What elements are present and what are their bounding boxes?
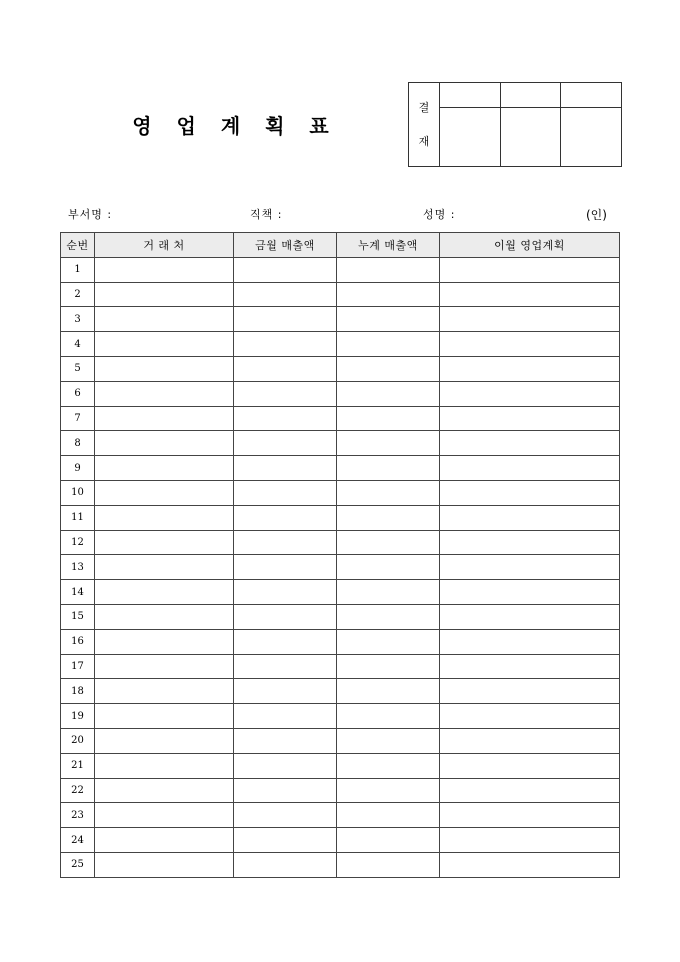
next-plan-cell[interactable]: [440, 431, 620, 456]
cumulative-sales-cell[interactable]: [337, 753, 440, 778]
row-number: 14: [61, 580, 95, 605]
row-number: 25: [61, 852, 95, 877]
monthly-sales-cell[interactable]: [234, 629, 337, 654]
row-number: 11: [61, 505, 95, 530]
header-monthly-sales: 금월 매출액: [234, 233, 337, 258]
seal-label: (인): [586, 208, 607, 222]
next-plan-cell[interactable]: [440, 356, 620, 381]
table-row: [61, 753, 620, 778]
approval-sign-cell[interactable]: [440, 108, 501, 167]
client-cell[interactable]: [95, 803, 234, 828]
row-number: 19: [61, 704, 95, 729]
header-client: 거 래 처: [95, 233, 234, 258]
cumulative-sales-cell[interactable]: [337, 257, 440, 282]
table-row: [61, 307, 620, 332]
header-number: 순번: [61, 233, 95, 258]
table-row: [61, 282, 620, 307]
monthly-sales-cell[interactable]: [234, 828, 337, 853]
monthly-sales-cell[interactable]: [234, 852, 337, 877]
sales-plan-table: [60, 232, 620, 878]
client-cell[interactable]: [95, 679, 234, 704]
table-row: [61, 480, 620, 505]
client-cell[interactable]: [95, 431, 234, 456]
client-cell[interactable]: [95, 580, 234, 605]
row-number: 12: [61, 530, 95, 555]
row-number: 20: [61, 728, 95, 753]
cumulative-sales-cell[interactable]: [337, 629, 440, 654]
monthly-sales-cell[interactable]: [234, 381, 337, 406]
table-row: [61, 778, 620, 803]
next-plan-cell[interactable]: [440, 505, 620, 530]
approval-header-cell[interactable]: [440, 83, 501, 108]
department-label: 부서명 :: [68, 208, 113, 221]
cumulative-sales-cell[interactable]: [337, 778, 440, 803]
cumulative-sales-cell[interactable]: [337, 505, 440, 530]
next-plan-cell[interactable]: [440, 580, 620, 605]
table-row: [61, 505, 620, 530]
row-number: 10: [61, 480, 95, 505]
monthly-sales-cell[interactable]: [234, 654, 337, 679]
next-plan-cell[interactable]: [440, 480, 620, 505]
table-row: [61, 704, 620, 729]
cumulative-sales-cell[interactable]: [337, 654, 440, 679]
row-number: 24: [61, 828, 95, 853]
monthly-sales-cell[interactable]: [234, 704, 337, 729]
table-row: [61, 530, 620, 555]
monthly-sales-cell[interactable]: [234, 356, 337, 381]
monthly-sales-cell[interactable]: [234, 456, 337, 481]
row-number: 21: [61, 753, 95, 778]
next-plan-cell[interactable]: [440, 604, 620, 629]
monthly-sales-cell[interactable]: [234, 555, 337, 580]
row-number: 18: [61, 679, 95, 704]
cumulative-sales-cell[interactable]: [337, 728, 440, 753]
client-cell[interactable]: [95, 753, 234, 778]
table-row: [61, 654, 620, 679]
client-cell[interactable]: [95, 456, 234, 481]
cumulative-sales-cell[interactable]: [337, 679, 440, 704]
cumulative-sales-cell[interactable]: [337, 530, 440, 555]
monthly-sales-cell[interactable]: [234, 480, 337, 505]
row-number: 22: [61, 778, 95, 803]
approval-header-cell[interactable]: [561, 83, 622, 108]
cumulative-sales-cell[interactable]: [337, 828, 440, 853]
row-number: 9: [61, 456, 95, 481]
cumulative-sales-cell[interactable]: [337, 803, 440, 828]
next-plan-cell[interactable]: [440, 828, 620, 853]
header-cumulative-sales: 누계 매출액: [337, 233, 440, 258]
client-cell[interactable]: [95, 356, 234, 381]
approval-box: [408, 82, 622, 167]
client-cell[interactable]: [95, 704, 234, 729]
cumulative-sales-cell[interactable]: [337, 282, 440, 307]
table-row: [61, 456, 620, 481]
row-number: 7: [61, 406, 95, 431]
cumulative-sales-cell[interactable]: [337, 580, 440, 605]
next-plan-cell[interactable]: [440, 406, 620, 431]
monthly-sales-cell[interactable]: [234, 728, 337, 753]
row-number: 16: [61, 629, 95, 654]
page-title: 영 업 계 획 표: [132, 114, 338, 138]
client-cell[interactable]: [95, 406, 234, 431]
cumulative-sales-cell[interactable]: [337, 480, 440, 505]
next-plan-cell[interactable]: [440, 629, 620, 654]
table-row: [61, 852, 620, 877]
row-number: 13: [61, 555, 95, 580]
monthly-sales-cell[interactable]: [234, 406, 337, 431]
monthly-sales-cell[interactable]: [234, 753, 337, 778]
monthly-sales-cell[interactable]: [234, 282, 337, 307]
table-row: [61, 431, 620, 456]
client-cell[interactable]: [95, 505, 234, 530]
cumulative-sales-cell[interactable]: [337, 704, 440, 729]
next-plan-cell[interactable]: [440, 704, 620, 729]
approval-sign-cell[interactable]: [500, 108, 561, 167]
table-row: [61, 679, 620, 704]
next-plan-cell[interactable]: [440, 679, 620, 704]
approval-label-1: 결: [418, 100, 430, 114]
cumulative-sales-cell[interactable]: [337, 356, 440, 381]
client-cell[interactable]: [95, 530, 234, 555]
monthly-sales-cell[interactable]: [234, 580, 337, 605]
approval-label: [409, 83, 440, 167]
next-plan-cell[interactable]: [440, 803, 620, 828]
monthly-sales-cell[interactable]: [234, 604, 337, 629]
cumulative-sales-cell[interactable]: [337, 555, 440, 580]
table-row: [61, 332, 620, 357]
client-cell[interactable]: [95, 381, 234, 406]
client-cell[interactable]: [95, 332, 234, 357]
monthly-sales-cell[interactable]: [234, 803, 337, 828]
cumulative-sales-cell[interactable]: [337, 307, 440, 332]
position-label: 직책 :: [250, 208, 283, 221]
cumulative-sales-cell[interactable]: [337, 431, 440, 456]
table-header-row: [61, 233, 620, 258]
client-cell[interactable]: [95, 828, 234, 853]
client-cell[interactable]: [95, 282, 234, 307]
table-row: [61, 604, 620, 629]
monthly-sales-cell[interactable]: [234, 257, 337, 282]
cumulative-sales-cell[interactable]: [337, 332, 440, 357]
client-cell[interactable]: [95, 629, 234, 654]
table-row: [61, 555, 620, 580]
row-number: 5: [61, 356, 95, 381]
table-row: [61, 406, 620, 431]
name-label: 성명 :: [423, 208, 456, 221]
client-cell[interactable]: [95, 307, 234, 332]
next-plan-cell[interactable]: [440, 753, 620, 778]
monthly-sales-cell[interactable]: [234, 307, 337, 332]
cumulative-sales-cell[interactable]: [337, 406, 440, 431]
row-number: 15: [61, 604, 95, 629]
table-row: [61, 828, 620, 853]
client-cell[interactable]: [95, 778, 234, 803]
next-plan-cell[interactable]: [440, 257, 620, 282]
monthly-sales-cell[interactable]: [234, 332, 337, 357]
row-number: 6: [61, 381, 95, 406]
table-row: [61, 356, 620, 381]
monthly-sales-cell[interactable]: [234, 505, 337, 530]
next-plan-cell[interactable]: [440, 778, 620, 803]
client-cell[interactable]: [95, 555, 234, 580]
header-next-plan: 이월 영업계획: [440, 233, 620, 258]
next-plan-cell[interactable]: [440, 530, 620, 555]
client-cell[interactable]: [95, 257, 234, 282]
table-row: [61, 580, 620, 605]
cumulative-sales-cell[interactable]: [337, 852, 440, 877]
next-plan-cell[interactable]: [440, 728, 620, 753]
approval-label-2: 재: [418, 134, 430, 148]
row-number: 3: [61, 307, 95, 332]
monthly-sales-cell[interactable]: [234, 778, 337, 803]
approval-header-cell[interactable]: [500, 83, 561, 108]
row-number: 1: [61, 257, 95, 282]
client-cell[interactable]: [95, 480, 234, 505]
cumulative-sales-cell[interactable]: [337, 456, 440, 481]
client-cell[interactable]: [95, 728, 234, 753]
approval-sign-cell[interactable]: [561, 108, 622, 167]
row-number: 4: [61, 332, 95, 357]
client-cell[interactable]: [95, 852, 234, 877]
table-row: [61, 803, 620, 828]
client-cell[interactable]: [95, 604, 234, 629]
row-number: 23: [61, 803, 95, 828]
next-plan-cell[interactable]: [440, 654, 620, 679]
next-plan-cell[interactable]: [440, 381, 620, 406]
next-plan-cell[interactable]: [440, 555, 620, 580]
next-plan-cell[interactable]: [440, 852, 620, 877]
row-number: 8: [61, 431, 95, 456]
monthly-sales-cell[interactable]: [234, 431, 337, 456]
table-row: [61, 257, 620, 282]
client-cell[interactable]: [95, 654, 234, 679]
next-plan-cell[interactable]: [440, 332, 620, 357]
monthly-sales-cell[interactable]: [234, 679, 337, 704]
table-row: [61, 728, 620, 753]
next-plan-cell[interactable]: [440, 456, 620, 481]
monthly-sales-cell[interactable]: [234, 530, 337, 555]
row-number: 2: [61, 282, 95, 307]
table-row: [61, 381, 620, 406]
cumulative-sales-cell[interactable]: [337, 381, 440, 406]
next-plan-cell[interactable]: [440, 307, 620, 332]
cumulative-sales-cell[interactable]: [337, 604, 440, 629]
row-number: 17: [61, 654, 95, 679]
table-row: [61, 629, 620, 654]
next-plan-cell[interactable]: [440, 282, 620, 307]
